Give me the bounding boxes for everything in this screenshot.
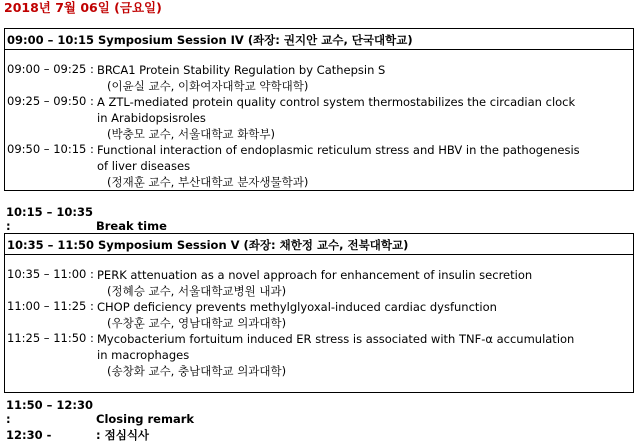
talk-time: 09:25 – 09:50 : [7,94,94,108]
lunch-time: 12:30 - [6,428,52,442]
talk-title: Mycobacterium fortuitum induced ER stress is associated with TNF-α accumulation [97,332,575,346]
talk-item [5,94,633,142]
talk-title: PERK attenuation as a novel approach for enhancement of insulin secretion [97,268,533,282]
lunch-label: : 점심식사 [96,428,150,442]
session-iv-title: 09:00 – 10:15 Symposium Session IV (좌장: 권지안 교수, 단국대학교) [7,33,413,47]
talk-item [5,299,633,331]
talk-speaker: (박충모 교수, 서울대학교 화학부) [107,127,276,141]
talk-title: Functional interaction of endoplasmic reticulum stress and HBV in the pathogenesis [97,143,580,157]
talk-item [5,142,633,190]
talk-time: 10:35 – 11:00 : [7,267,94,281]
program-date: 2018년 7월 06일 (금요일) [4,0,162,15]
session-iv-box [4,28,634,191]
talk-time: 11:00 – 11:25 : [7,299,94,313]
talk-time: 09:00 – 09:25 : [7,62,94,76]
talk-title: BRCA1 Protein Stability Regulation by Cathepsin S [97,63,386,77]
talk-title-cont: of liver diseases [97,159,191,173]
talk-speaker: (송창화 교수, 충남대학교 의과대학) [107,364,287,378]
break-row [6,205,167,233]
break-time: 10:15 – 10:35 : [6,205,93,233]
talk-title-cont: in Arabidopsisroles [97,111,206,125]
talk-item [5,267,633,299]
talk-item [5,331,633,379]
session-v-title: 10:35 – 11:50 Symposium Session V (좌장: 채한정 교수, 전북대학교) [7,238,409,252]
lunch-row [6,427,149,443]
talk-time: 09:50 – 10:15 : [7,142,94,156]
session-v-box [4,233,634,393]
talk-speaker: (정혜승 교수, 서울대학교병원 내과) [107,284,287,298]
closing-row [6,398,194,426]
talk-title: A ZTL-mediated protein quality control system thermostabilizes the circadian clock [97,95,576,109]
talk-time: 11:25 – 11:50 : [7,331,94,345]
talk-title: CHOP deficiency prevents methylglyoxal-induced cardiac dysfunction [97,300,497,314]
talk-speaker: (정재훈 교수, 부산대학교 분자생물학과) [107,175,309,189]
talk-title-cont: in macrophages [97,348,190,362]
talk-speaker: (이윤실 교수, 이화여자대학교 약학대학) [107,79,309,93]
talk-item [5,62,633,94]
closing-label: Closing remark [96,412,195,426]
talk-speaker: (우창훈 교수, 영남대학교 의과대학) [107,316,287,330]
break-label: Break time [96,219,167,233]
closing-time: 11:50 – 12:30 : [6,398,93,426]
